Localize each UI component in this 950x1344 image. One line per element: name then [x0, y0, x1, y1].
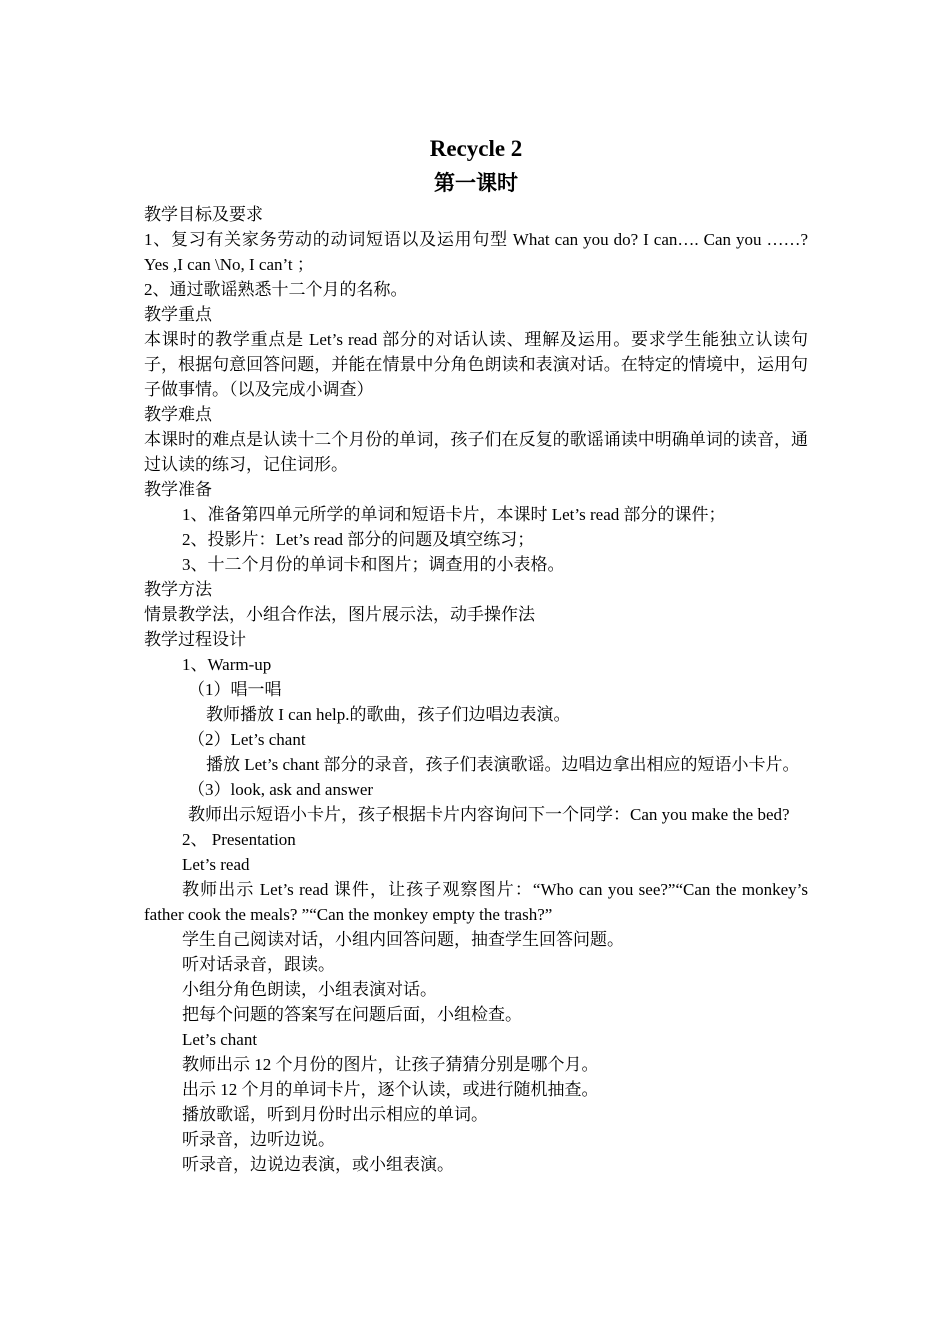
process-heading: 教学过程设计 — [144, 630, 246, 649]
lets-chant-title: Let’s chant — [182, 1030, 258, 1049]
warmup-title: 1、Warm-up — [182, 655, 272, 674]
preparation-item: 1、准备第四单元所学的单词和短语卡片，本课时 Let’s read 部分的课件； — [182, 505, 726, 524]
chant-step: 教师出示 12 个月份的图片，让孩子猜猜分别是哪个月。 — [182, 1055, 599, 1074]
document-page — [144, 134, 808, 1177]
read-step: 听对话录音，跟读。 — [182, 955, 335, 974]
presentation-title: 2、 Presentation — [182, 830, 296, 849]
warmup-step-title: （1）唱一唱 — [188, 680, 282, 699]
chant-step: 出示 12 个月的单词卡片，逐个认读，或进行随机抽查。 — [182, 1080, 599, 1099]
warmup-step-text: 播放 Let’s chant 部分的录音，孩子们表演歌谣。边唱边拿出相应的短语小卡片。 — [206, 755, 800, 774]
warmup-step-text: 教师出示短语小卡片，孩子根据卡片内容询问下一个同学：Can you make the bed? — [188, 805, 790, 824]
preparation-heading: 教学准备 — [144, 480, 212, 499]
difficulties-heading: 教学难点 — [144, 405, 212, 424]
methods-heading: 教学方法 — [144, 580, 212, 599]
warmup-step-title: （3）look, ask and answer — [188, 780, 374, 799]
lesson-subtitle: 第一课时 — [434, 171, 518, 195]
objective-item: 2、通过歌谣熟悉十二个月的名称。 — [144, 280, 408, 299]
document-title: Recycle 2 — [429, 136, 523, 161]
chant-step: 播放歌谣，听到月份时出示相应的单词。 — [182, 1105, 488, 1124]
chant-step: 听录音，边说边表演，或小组表演。 — [182, 1155, 454, 1174]
key-points-heading: 教学重点 — [144, 305, 212, 324]
read-step: 把每个问题的答案写在问题后面，小组检查。 — [182, 1005, 522, 1024]
objective-item: 1、复习有关家务劳动的动词短语以及运用句型 What can you do? I can…. Can you ……? Yes ,I can \No, I can’t ； — [144, 230, 808, 274]
difficulties-text: 本课时的难点是认读十二个月份的单词，孩子们在反复的歌谣诵读中明确单词的读音，通过认读的练习，记住词形。 — [144, 430, 808, 474]
key-points-text: 本课时的教学重点是 Let’s read 部分的对话认读、理解及运用。要求学生能独立认读句子，根据句意回答问题，并能在情景中分角色朗读和表演对话。在特定的情境中，运用句子做事情。（以及完成小调查） — [144, 330, 808, 399]
read-step: 小组分角色朗读，小组表演对话。 — [182, 980, 437, 999]
read-step: 学生自己阅读对话，小组内回答问题，抽查学生回答问题。 — [182, 930, 624, 949]
methods-text: 情景教学法，小组合作法，图片展示法，动手操作法 — [144, 605, 535, 624]
warmup-step-title: （2）Let’s chant — [188, 730, 306, 749]
preparation-item: 3、十二个月份的单词卡和图片；调查用的小表格。 — [182, 555, 565, 574]
lets-read-title: Let’s read — [182, 855, 250, 874]
lets-read-text: 教师出示 Let’s read 课件，让孩子观察图片：“Who can you see?”“Can the monkey’s father cook the meals? ”“Can the monkey empty the trash?” — [144, 880, 808, 924]
warmup-step-text: 教师播放 I can help.的歌曲，孩子们边唱边表演。 — [206, 705, 571, 724]
chant-step: 听录音，边听边说。 — [182, 1130, 335, 1149]
objectives-heading: 教学目标及要求 — [144, 205, 263, 224]
preparation-item: 2、投影片：Let’s read 部分的问题及填空练习； — [182, 530, 535, 549]
